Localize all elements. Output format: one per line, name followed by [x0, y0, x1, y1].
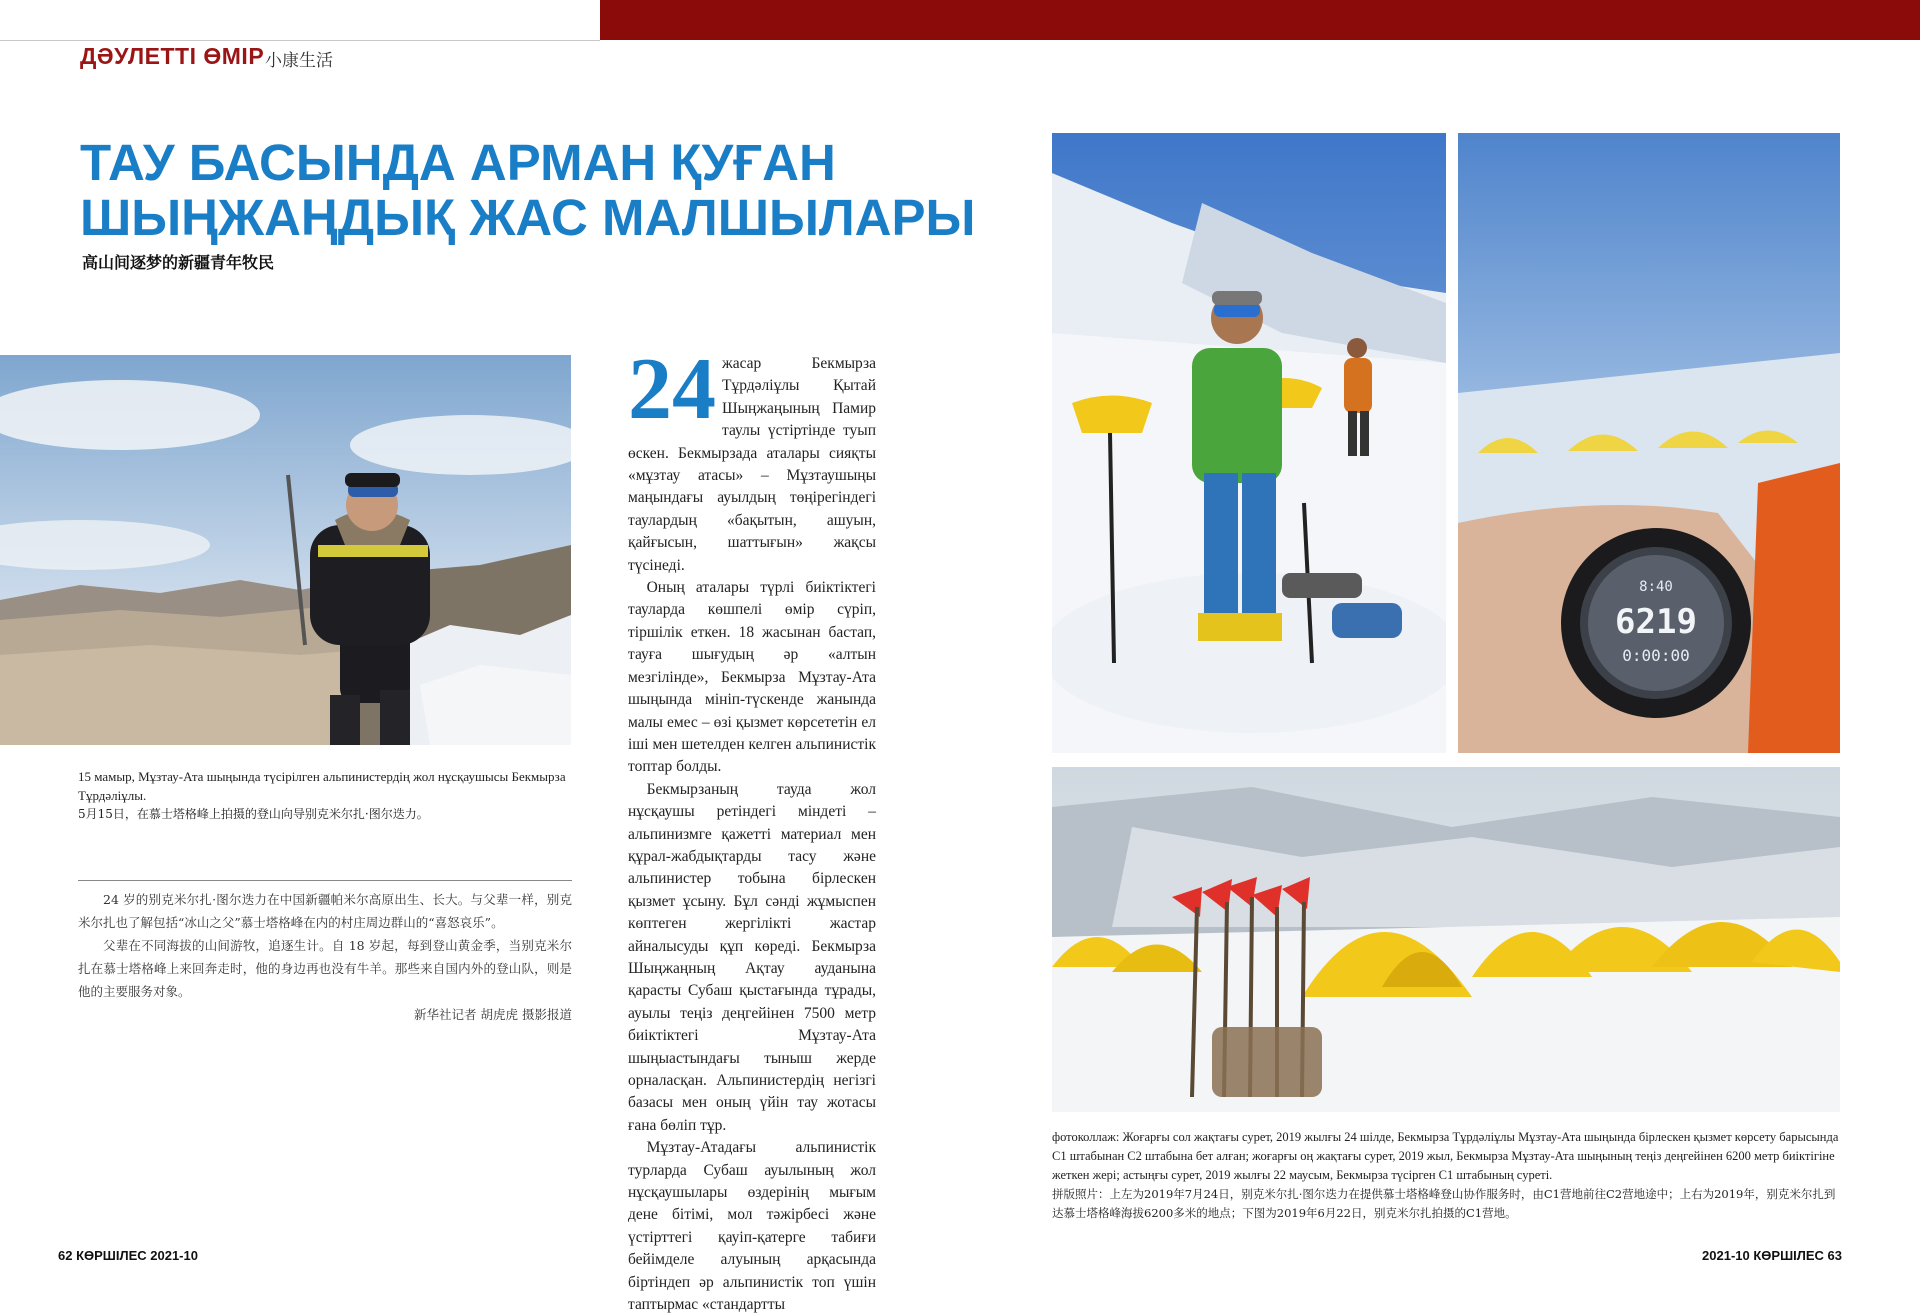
drop-cap: 24 — [628, 341, 716, 438]
cn-paragraph-2: 父辈在不同海拔的山间游牧，追逐生计。自 18 岁起，每到登山黄金季，当别克米尔扎在慕士塔格峰上来回奔走时，他的身边再也没有牛羊。那些来自国内外的登山队，则是他的主要服务对象。 — [78, 938, 572, 999]
watch-time: 8:40 — [1639, 579, 1673, 595]
headline-line-1: ТАУ БАСЫНДА АРМАН ҚУҒАН — [80, 134, 836, 191]
headline-subtitle-cn: 高山间逐梦的新疆青年牧民 — [82, 253, 275, 272]
page-folio-left: 62 КӨРШІЛЕС 2021-10 — [58, 1248, 198, 1263]
cn-article — [78, 882, 572, 1026]
section-name-kz: ДӘУЛЕТТІ ӨМІР — [80, 43, 265, 69]
c1-camp-photo — [1052, 767, 1840, 1112]
top-color-bar — [600, 0, 1920, 40]
collage-caption — [1052, 1128, 1842, 1223]
page-folio-right: 2021-10 КӨРШІЛЕС 63 — [1702, 1248, 1842, 1263]
altitude-watch-photo — [1458, 133, 1840, 753]
climber-portrait-photo — [0, 355, 571, 745]
collage-caption-cn: 拼版照片：上左为2019年7月24日，别克米尔扎·图尔迭力在提供慕士塔格峰登山协作服务时，由C1营地前往C2营地途中；上右为2019年，别克米尔扎到达慕士塔格峰海拔6200多米的地点；下图为2019年6月22日，别克米尔扎拍摄的C1营地。 — [1052, 1187, 1836, 1220]
cn-paragraph-1: 24 岁的别克米尔扎·图尔迭力在中国新疆帕米尔高原出生、长大。与父辈一样，别克米尔扎也了解包括“冰山之父”慕士塔格峰在内的村庄周边群山的“喜怒哀乐”。 — [78, 892, 572, 930]
watch-timer: 0:00:00 — [1622, 646, 1690, 665]
photo-caption-left — [78, 767, 578, 824]
photo-caption-left-cn: 5月15日，在慕士塔格峰上拍摄的登山向导别克米尔扎·图尔迭力。 — [78, 807, 429, 821]
section-name-cn: 小康生活 — [265, 51, 333, 71]
kz-paragraph-2: Оның аталары түрлі биіктіктегі тауларда көшпелі өмір сүріп, тіршілік еткен. 18 жасынан бастап, тауға шығудың әр «алтын мезгілінде», Бекмырза Мұзтау-Ата шыңында мініп-түскенде жанында малы емес – өзі қызмет көрсететін ел іші мен шетелден келген альпинистік топтар болды. — [628, 579, 876, 776]
kz-article-column — [628, 341, 876, 1316]
kz-paragraph-1 — [628, 341, 876, 577]
kz-paragraph-3: Бекмырзаның тауда жол нұсқаушы ретіндегі міндеті – альпинизмге қажетті материал мен құрал-жабдықтарды тасу және альпинистер тобына бірлескен қызмет ұсыну. Бұл сәнді жұмыспен көптеген жергілікті жастар айналысуды құп көреді. Бекмырза Шыңжаңның Ақтау ауданына қарасты Субаш қыстағында тұрады, ауылы теңіз деңгейінен 7500 метр биіктіктегі Мұзтау-Ата шыңыастындағы тыныш жерде орналасқан. Альпинистердің негізгі базасы мен оның үйін тау жотасы ғана бөліп тұр. — [628, 780, 876, 1134]
kz-paragraph-1-text: жасар Бекмырза Тұрдәліұлы Қытай Шыңжаңының Памир таулы үстіртінде туып өскен. Бекмырзада аталары сияқты «мұзтау атасы» – Мұзтаушыңы маңындағы ауылдың төңірегіндегі таулардың «бақытын, ашуын, қайғысын, шаттығын» жақсы түсінеді. — [628, 355, 876, 574]
photo-caption-left-kz: 15 мамыр, Мұзтау-Ата шыңында түсірілген альпинистердің жол нұсқаушысы Бекмырза Тұрдәліұлы. — [78, 769, 566, 803]
cn-photo-credit: 新华社记者 胡虎虎 摄影报道 — [414, 1007, 572, 1022]
header-rule — [0, 40, 600, 41]
collage-caption-kz: фотоколлаж: Жоғарғы сол жақтағы сурет, 2019 жылғы 24 шілде, Бекмырза Тұрдәліұлы Мұзтау-Ата шыңында бірлескен қызмет көрсету барысында С1 штабынан С2 штабына бет алған; жоғарғы оң жақтағы сурет, 2019 жыл, Бекмырза Мұзтау-Ата шыңының теңіз деңгейінен 6200 метр биіктігіне жеткен жері; астыңғы сурет, 2019 жылғы 22 маусым, Бекмырза түсірген С1 штабының суреті. — [1052, 1130, 1839, 1182]
headline-line-2: ШЫҢЖАҢДЫҚ ЖАС МАЛШЫЛАРЫ — [80, 189, 976, 246]
climber-snowfield-photo — [1052, 133, 1446, 753]
watch-altitude: 6219 — [1615, 602, 1697, 642]
cn-article-rule — [78, 880, 572, 881]
kz-paragraph-4: Мұзтау-Атадағы альпинистік турларда Субаш ауылының жол нұсқаушылары өздерінің мығым дене бітімі, мол тәжірбесі және үстірттегі қауіп-қатерге табиғи бейімделе алуының арқасында біртіндеп әр альпинистік топ үшін таптырмас «стандартты — [628, 1139, 876, 1314]
